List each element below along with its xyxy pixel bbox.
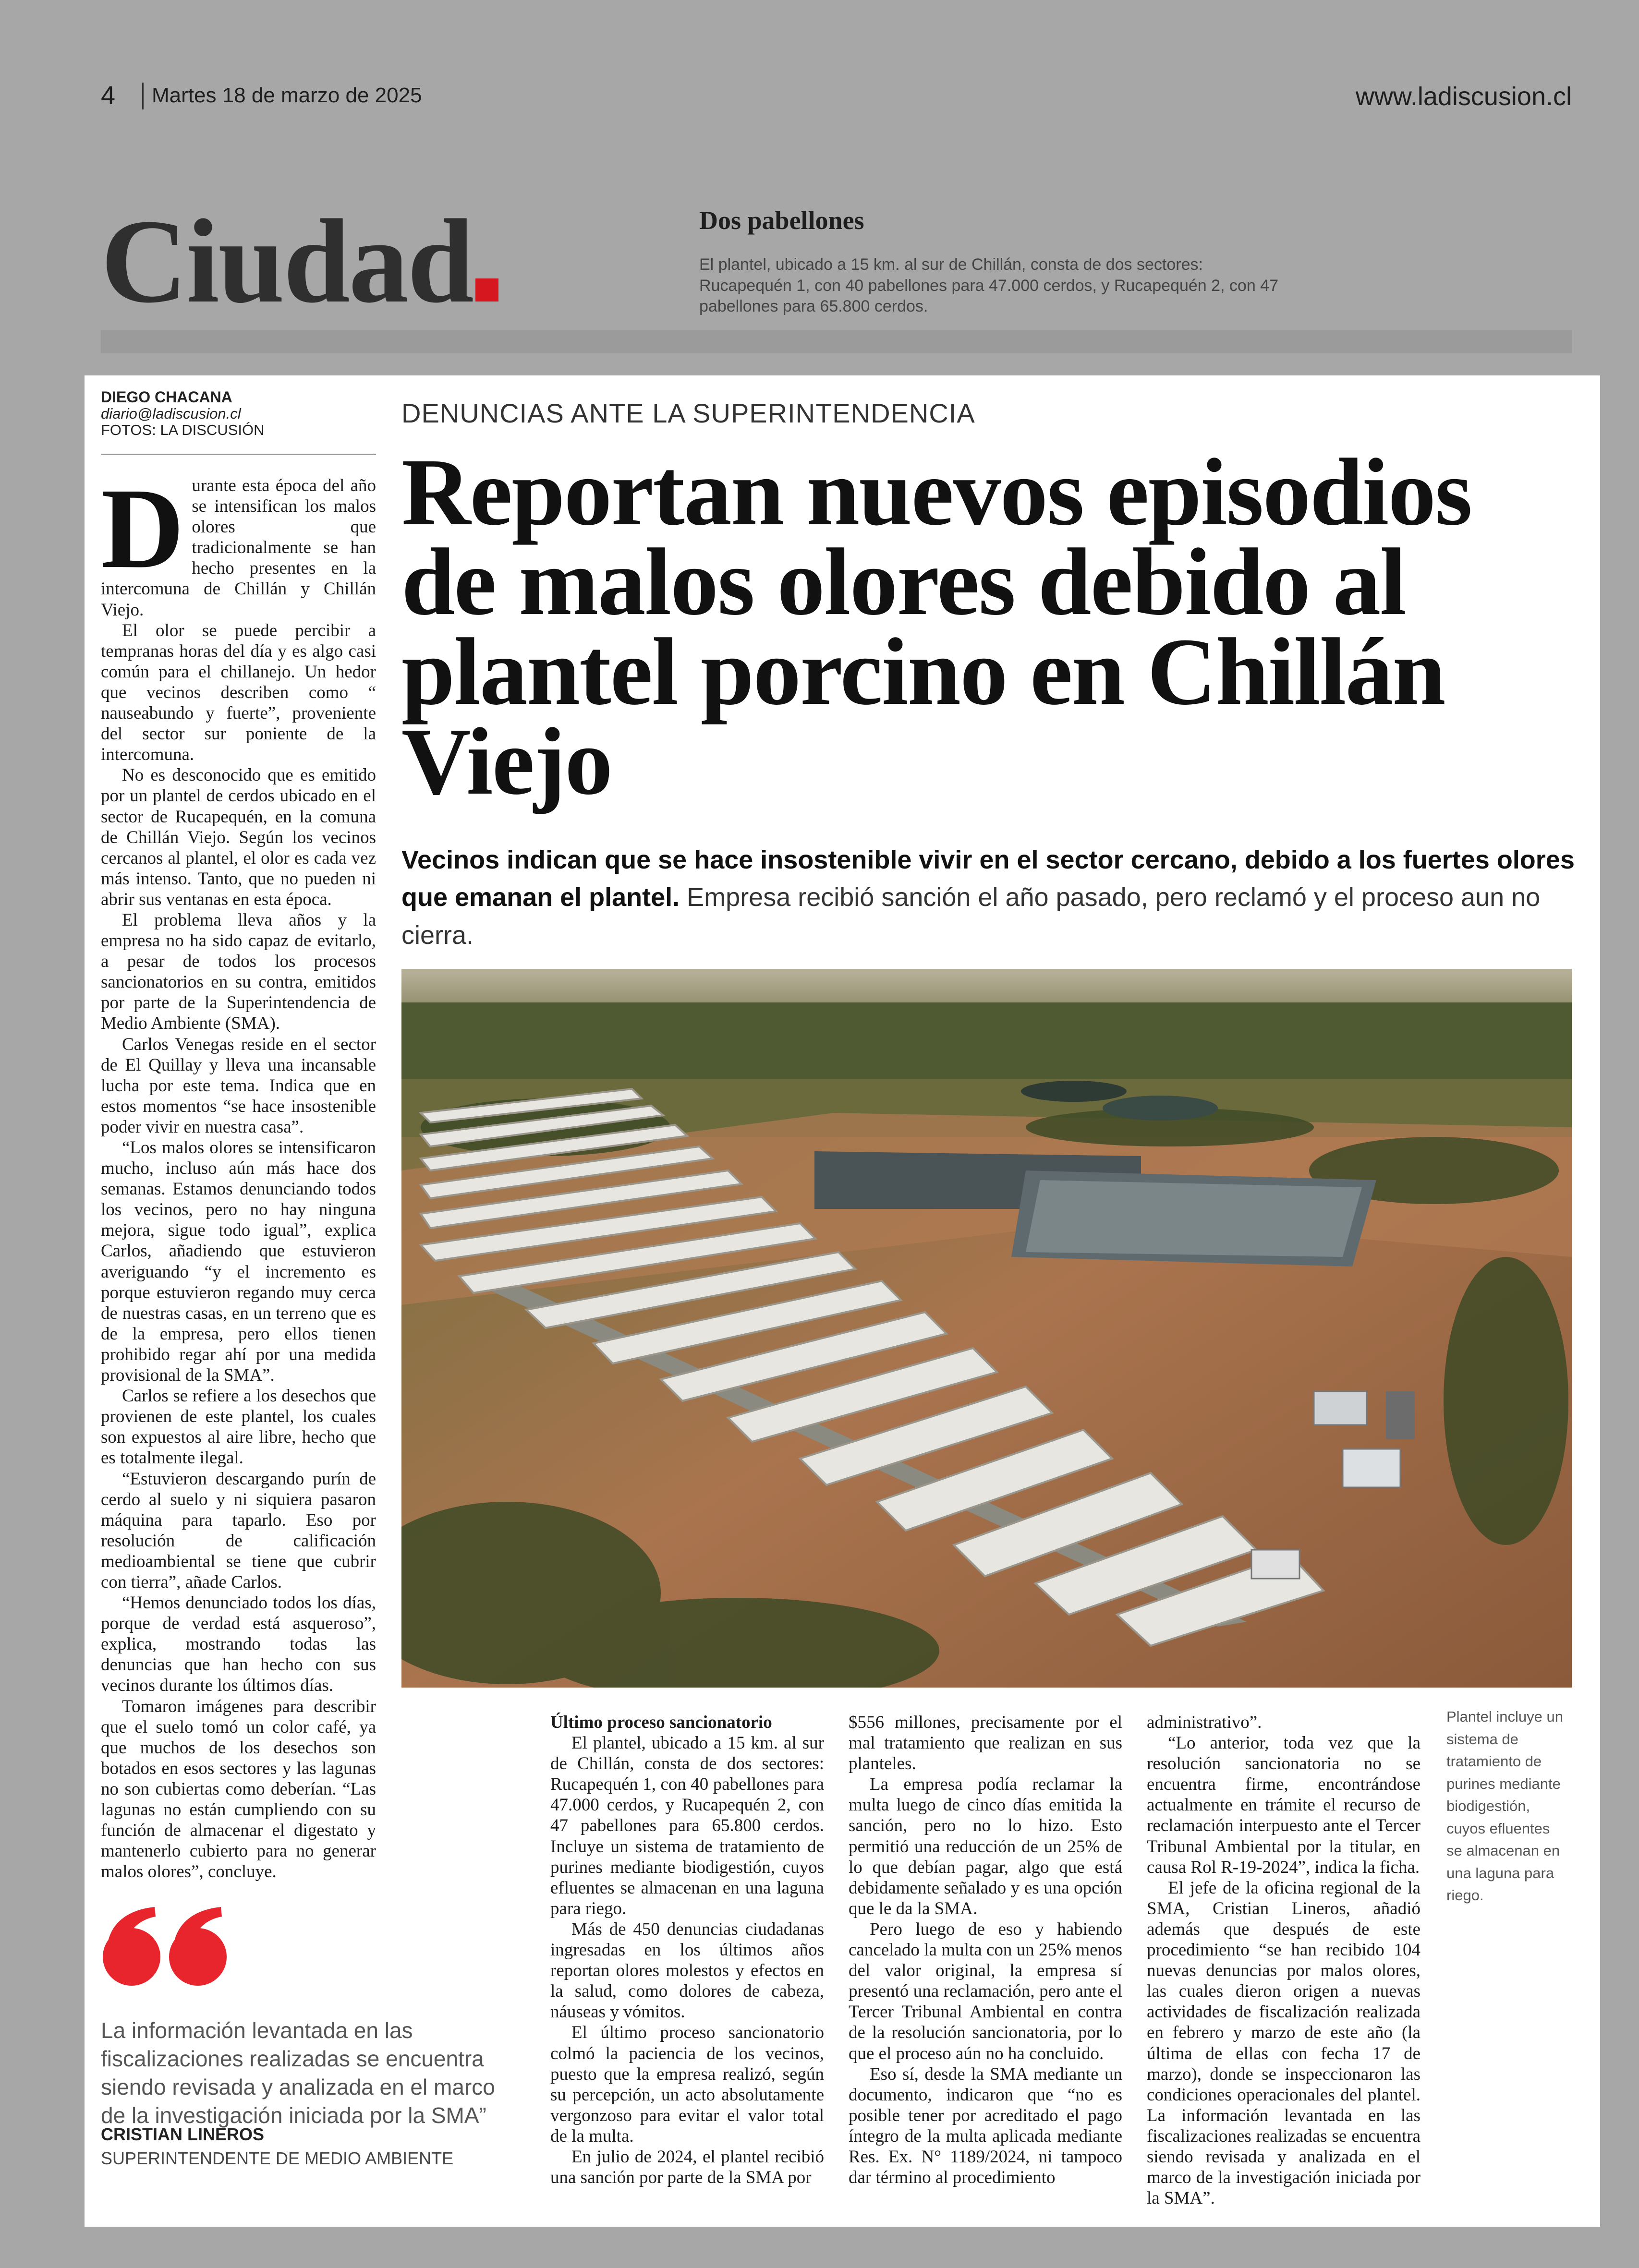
article-kicker: DENUNCIAS ANTE LA SUPERINTENDENCIA — [401, 398, 975, 428]
col1-paragraph: No es desconocido que es emitido por un plantel de cerdos ubicado en el sector de Rucapequén, en la comuna de Chillán Viejo. Según los vecinos cercanos al plantel, el olor es cada vez más intenso. Tanto, que no pueden ni abrir sus ventanas en esta época. — [101, 765, 376, 909]
section-accent-square — [475, 278, 498, 302]
col4-paragraph: El jefe de la oficina regional de la SMA, Cristian Lineros, añadió además que después de este procedimiento “se han recibido 104 nuevas denuncias por malos olores, las cuales dieron origen a nuevas actividades de fiscalización realizada en febrero y marzo de este año (la última de ellas con fecha 17 de marzo), donde se inspeccionaron las condiciones operacionales del plantel. La información levantada en las fiscalizaciones realizadas se encuentra siendo revisada y analizada en el marco de la investigación iniciada por la SMA”. — [1147, 1878, 1420, 2208]
col3-paragraph: La empresa podía reclamar la multa luego de cinco días emitida la sanción, pero no lo hizo. Esto permitió una reducción de un 25% de lo que debían pagar, algo que está debidamente señalado y es una opción que le da la SMA. — [849, 1774, 1122, 1918]
col2-paragraph: Más de 450 denuncias ciudadanas ingresadas en los últimos años reportan olores molestos y efectos en la salud, como dolores de cabeza, náuseas y vómitos. — [550, 1919, 824, 2022]
col4-continued-paragraph: administrativo”. — [1147, 1713, 1262, 1732]
photo-caption: Plantel incluye un sistema de tratamiento de purines mediante biodigestión, cuyos efluentes se almacenan en una laguna para riego. — [1446, 1708, 1563, 1904]
byline-author: DIEGO CHACANA — [101, 388, 232, 406]
drop-cap: D — [101, 464, 184, 592]
article-photo — [401, 969, 1572, 1688]
page-number-divider — [142, 83, 144, 109]
col2-paragraph: El plantel, ubicado a 15 km. al sur de Chillán, consta de dos sectores: Rucapequén 1, con 40 pabellones para 47.000 cerdos, y Rucapequén 2, con 47 pabellones para 65.800 cerdos. Incluye un sistema de tratamiento de purines mediante biodigestión, cuyos efluentes se almacenan en una laguna para riego. — [550, 1733, 824, 1918]
sidebar-box-text: El plantel, ubicado a 15 km. al sur de Chillán, consta de dos sectores: Rucapequén 1, con 40 pabellones para 47.000 cerdos, y Rucapequén 2, con 47 pabellones para 65.800 cerdos. — [699, 255, 1279, 316]
subhead-regular: Empresa recibió sanción el año pasado, pero reclamó y el proceso aun no cierra. — [401, 883, 1541, 950]
col1-paragraph: Tomaron imágenes para describir que el suelo tomó un color café, ya que muchos de los desechos son botados en esos sectores y las lagunas no son cubiertas como deberían. “Las lagunas no están cumpliendo con su función de almacenar el digestato y mantenerlo cubierto para no generar malos olores”, concluye. — [101, 1696, 376, 1882]
subhead-bold: Vecinos indican que se hace insostenible vivir en el sector cercano, debido a los fuertes olores que emanan el plantel. — [401, 845, 1575, 912]
issue-date: Martes 18 de marzo de 2025 — [152, 84, 422, 107]
col1-paragraph: “Estuvieron descargando purín de cerdo al suelo y ni siquiera pasaron máquina para taparlo. Eso por resolución de calificación medioambiental se tiene que cubrir con tierra”, añade Carlos. — [101, 1469, 376, 1592]
col2-subtitle: Último proceso sancionatorio — [550, 1713, 772, 1732]
section-rule — [101, 330, 1572, 353]
website-link[interactable]: www.ladiscusion.cl — [1355, 82, 1572, 111]
col3-continued-paragraph: $556 millones, precisamente por el mal tratamiento que realizan en sus planteles. — [849, 1713, 1122, 1774]
byline-email[interactable]: diario@ladiscusion.cl — [101, 405, 241, 422]
col1-paragraph: Carlos se refiere a los desechos que provienen de este plantel, los cuales son expuestos al aire libre, hecho que es totalmente ilegal. — [101, 1386, 376, 1468]
section-title-text: Ciudad — [101, 195, 473, 328]
sidebar-box-title: Dos pabellones — [699, 206, 864, 235]
article-column-3 — [849, 1712, 1122, 2188]
article-column-1 — [101, 464, 376, 1882]
col1-paragraph: El olor se puede percibir a tempranas horas del día y es algo casi común para el chillanejo. Un hedor que vecinos describen como “ nauseabundo y fuerte”, proveniente del sector sur poniente de la intercomuna. — [101, 620, 376, 765]
byline-divider — [101, 454, 376, 455]
byline-photos: FOTOS: LA DISCUSIÓN — [101, 422, 265, 439]
pull-quote-text: La información levantada en las fiscalizaciones realizadas se encuentra siendo revisada y analizada en el marco de la investigación iniciada por la SMA” — [101, 2018, 495, 2128]
col3-paragraph: Pero luego de eso y habiendo cancelado la multa con un 25% menos del valor original, la empresa sí presentó una reclamación, pero ante el Tercer Tribunal Ambiental en contra de la resolución sancionatoria, por lo que el proceso aún no ha concluido. — [849, 1919, 1122, 2063]
page-number: 4 — [101, 81, 116, 110]
col1-paragraph: Carlos Venegas reside en el sector de El Quillay y lleva una incansable lucha por este tema. Indica que en estos momentos “se hace insostenible poder vivir en nuestra casa”. — [101, 1034, 376, 1137]
col3-paragraph: Eso sí, desde la SMA mediante un documento, indicaron que “no es posible tener por acreditado el pago íntegro de la multa aplicada mediante Res. Ex. N° 1189/2024, ni tampoco dar término al procedimiento — [849, 2064, 1122, 2188]
article-column-4 — [1147, 1712, 1420, 2208]
article-headline: Reportan nuevos episodios de malos olores debido al plantel porcino en Chillán Viejo — [401, 439, 1472, 815]
quote-mark-icon — [102, 1906, 231, 1990]
byline — [101, 389, 265, 438]
section-title — [101, 195, 498, 328]
col1-paragraph: “Hemos denunciado todos los días, porque de verdad está asqueroso”, explica, mostrando todas las denuncias que han hecho con sus vecinos durante los últimos días. — [101, 1593, 376, 1696]
col1-paragraph: “Los malos olores se intensificaron mucho, incluso aún más hace dos semanas. Estamos denunciando todos los vecinos, pero no hay ninguna mejora, sigue todo igual”, explica Carlos, añadiendo que estuvieron averiguando “y el incremento es porque estuvieron regando muy cerca de nuestras casas, en un terreno que es de la empresa, pero ellos tienen prohibido regar ahí por una medida provisional de la SMA”. — [101, 1138, 376, 1386]
pull-quote-role: SUPERINTENDENTE DE MEDIO AMBIENTE — [101, 2148, 454, 2168]
col1-paragraph: El problema lleva años y la empresa no ha sido capaz de evitarlo, a pesar de todos los procesos sancionatorios en su contra, emitidos por parte de la Superintendencia de Medio Ambiente (SMA). — [101, 910, 376, 1034]
pull-quote-name: CRISTIAN LINEROS — [101, 2124, 265, 2144]
article-subhead — [401, 841, 1578, 954]
article-column-2 — [550, 1712, 824, 2188]
col2-paragraph: En julio de 2024, el plantel recibió una sanción por parte de la SMA por — [550, 2147, 824, 2188]
col4-paragraph: “Lo anterior, toda vez que la resolución sancionatoria no se encuentra firme, encontrándose actualmente en trámite el recurso de reclamación interpuesto ante el Tercer Tribunal Ambiental por la titular, en causa Rol R-19-2024”, indica la ficha. — [1147, 1733, 1420, 1877]
col2-paragraph: El último proceso sancionatorio colmó la paciencia de los vecinos, puesto que la empresa realizó, según su percepción, un acto absolutamente vergonzoso para evitar el valor total de la multa. — [550, 2023, 824, 2146]
col1-lead-paragraph: urante esta época del año se intensifican los malos olores que tradicionalmente se han hecho presentes en la intercomuna de Chillán y Chillán Viejo. — [101, 476, 376, 620]
